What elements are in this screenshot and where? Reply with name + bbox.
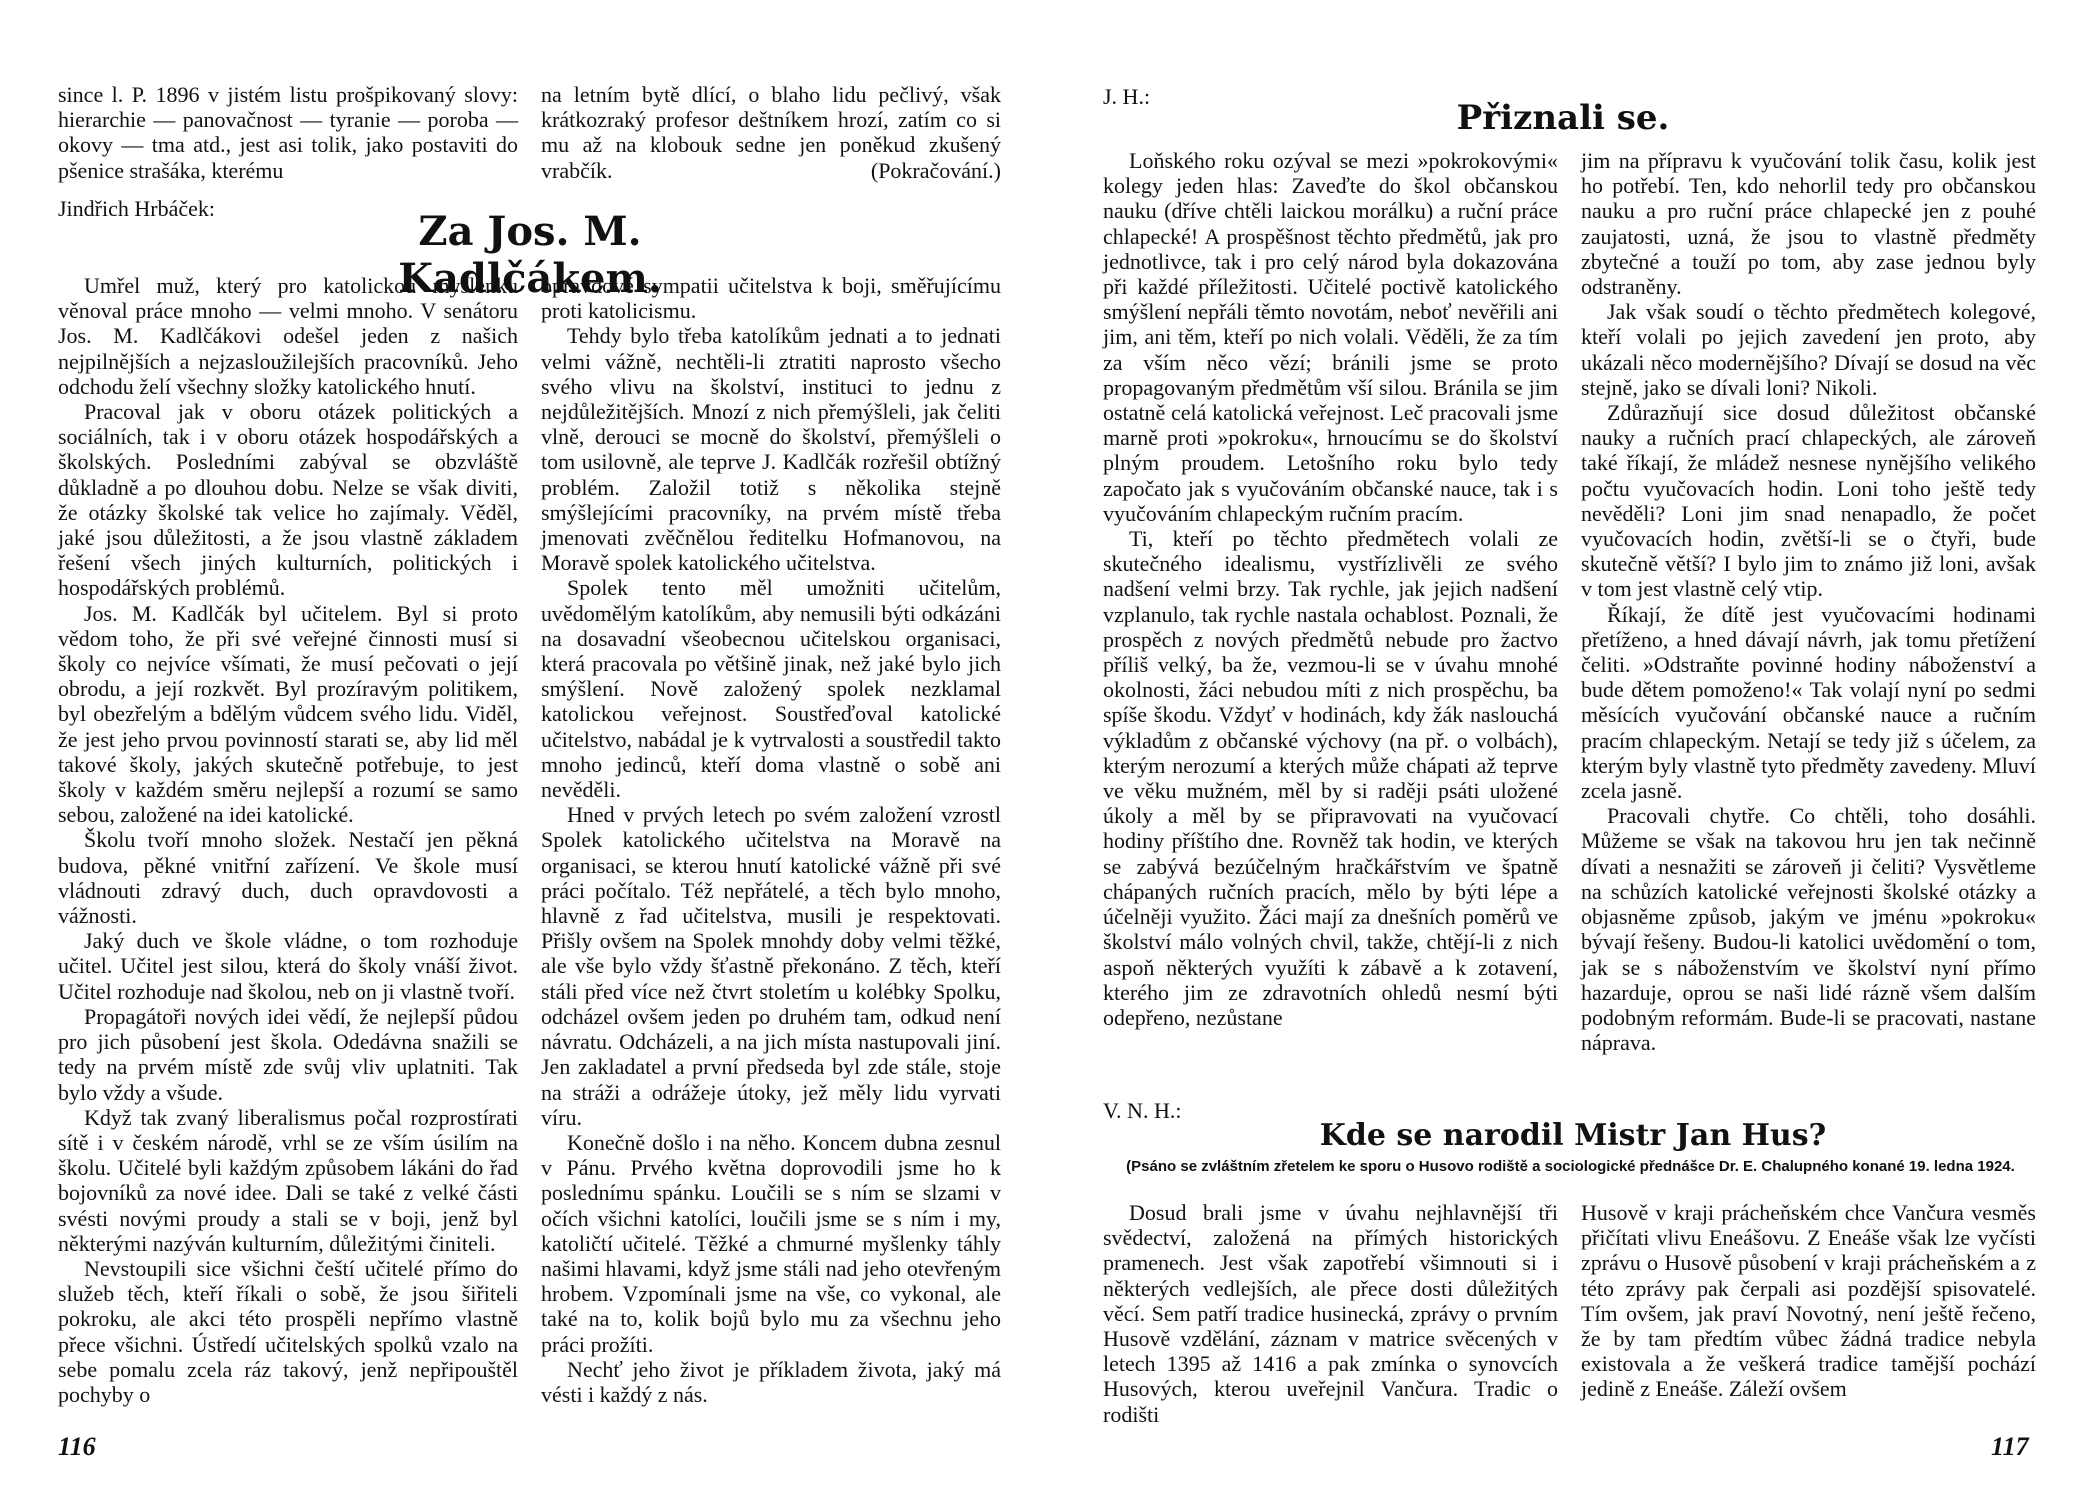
paragraph: na letním bytě dlící, o blaho lidu pečlivý, však krátkozraký profesor deštníkem hrozí, zatím co si mu až na klobouk sedne jen poněkud zkušený vrabčík. <box>541 82 1001 183</box>
paragraph: since l. P. 1896 v jistém listu prošpikovaný slovy: hierarchie — panovačnost — tyranie — poroba — okovy — tma atd., jest asi tolik, jako postaviti do pšenice strašáka, kterému <box>58 82 518 183</box>
paragraph: Zdůrazňují sice dosud důležitost občanské nauky a ručních prací chlapeckých, ale zároveň také říkají, že mládež nesnese nynějšího velikého počtu vyučovacích hodin. Loni toho ještě tedy nevěděli? Loni jim snad nenapadlo, že počet vyučovacích hodin, zvětší-li se o čtyři, bude skutečně větší? I bylo jim to známo již loni, avšak v tom jest vlastně celý vtip. <box>1581 400 2036 602</box>
article-title: Za Jos. M. Kadlčákem. <box>398 208 662 302</box>
article-author: V. N. H.: <box>1103 1098 1182 1123</box>
paragraph: Hned v prvých letech po svém založení vzrostl Spolek katolického učitelstva na Moravě na organisaci, se kterou hnutí katolické vážně při své práci počítalo. Též nepřátelé, a těch bylo mnoho, hlavně z řad učitelstva, musili je respektovati. Přišly ovšem na Spolek mnohdy doby velmi těžké, ale vše bylo vždy šťastně překonáno. Z těch, kteří stáli před více než čtvrt stoletím u kolébky Spolku, odcházel ovšem jeden po druhém tam, odkud není návratu. Odcházeli, a na jich místa nastupovali jiní. Jen zakladatel a první předseda byl zde stále, stoje na stráži a odrážeje útoky, jež měly lidu vyrvati víru. <box>541 802 1001 1130</box>
paragraph: jim na přípravu k vyučování tolik času, kolik jest ho potřebí. Ten, kdo nehorlil tedy pro občanskou nauku a pro ruční práce chlapecké jen z pouhé zaujatosti, uzná, že jsou to vlastně předměty zbytečné a touží po tom, aby zase jednou byly odstraněny. <box>1581 148 2036 300</box>
right-page <box>1043 0 2086 1500</box>
paragraph: Pracovali chytře. Co chtěli, toho dosáhli. Můžeme se však na takovou hru jen tak nečinně dívati a nesnažiti se zároveň ji čeliti? Vysvětleme na schůzích katolické veřejnosti školské otázky a objasněme způsob, jakým ve jménu »pokroku« bývají řešeny. Budou-li katolici uvědomění o tom, jak se s náboženstvím ve školství nyní přímo hazarduje, oprou se naši lidé rázně všem dalším podobným reformám. Bude-li se pracovati, nastane náprava. <box>1581 803 2036 1056</box>
article-subtitle: (Psáno se zvláštním zřetelem ke sporu o Husovo rodiště a sociologické přednášce Dr. E. Chalupného konané 19. ledna 1924. <box>1126 1158 2015 1175</box>
top-column-right <box>541 82 1001 183</box>
top-column-left <box>58 82 518 183</box>
article-author: J. H.: <box>1103 84 1151 109</box>
article-author: Jindřich Hrbáček: <box>58 196 215 221</box>
paragraph: Loňského roku ozýval se mezi »pokrokovými« kolegy jeden hlas: Zaveďte do škol občanskou nauku (dříve chtěli laickou morálku) a ruční práce chlapecké! A prospěšnost těchto předmětů, jak pro jednotlivce, tak i pro celý národ byla dokazována při každé příležitosti. Učitelé poctivě katolického smýšlení nepřáli těmto novotám, neboť nevěřili ani jim, ani těm, kteří po nich volali. Věděli, že za tím za vším něco vězí; bránili jsme se proto propagovaným předmětům vší silou. Bránila se jim ostatně celá katolická veřejnost. Leč pracovali jsme marně proti »pokroku«, hrnoucímu se do školství plným proudem. Letošního roku bylo tedy započato jak s vyučováním občanské nauce, tak i s vyučováním chlapeckým ručním pracím. <box>1103 148 1558 526</box>
paragraph: Propagátoři nových idei vědí, že nejlepší půdou pro jich působení jest škola. Odedávna snažili se tedy na prvém místě zde svůj vliv uplatniti. Tak bylo vždy a všude. <box>58 1003 518 1105</box>
paragraph: Spolek tento měl umožniti učitelům, uvědomělým katolíkům, aby nemusili býti odkázáni na dosavadní všeobecnou učitelskou organisaci, která pracovala po většině jinak, než jaké bylo jich smýšlení. Nově založený spolek nezklamal katolickou veřejnost. Soustřeďoval katolické učitelstvo, nabádal je k vytrvalosti a soustředil takto mnoho jedinců, kteří doma vlastně o sobě ani nevěděli. <box>541 575 1001 803</box>
article-column-2 <box>541 273 1001 1407</box>
article-column-3 <box>1103 1200 1558 1427</box>
article-title: Kde se narodil Mistr Jan Hus? <box>1319 1118 1827 1153</box>
paragraph: Říkají, že dítě jest vyučovacími hodinami přetíženo, a hned dávají návrh, jak tomu přetížení čeliti. »Odstraňte povinné hodiny náboženství a bude dětem pomoženo!« Tak volají nyní po sedmi měsících vyučování občanské nauce a ručním pracím chlapeckým. Netají se tedy již s účelem, za kterým byly vlastně tyto předměty zavedeny. Mluví zcela jasně. <box>1581 601 2036 804</box>
paragraph: Dosud brali jsme v úvahu nejhlavnější tři svědectví, založená na přímých historických pramenech. Jest však zapotřebí všimnouti si i některých vedlejších, ale přece dosti důležitých věcí. Sem patří tradice husinecká, zprávy o prvním Husově vzdělání, záznam v matrice svěcených v letech 1395 až 1416 a pak zmínka o synovcích Husových, kterou uveřejnil Vančura. Tradic o rodišti <box>1103 1200 1558 1427</box>
page-number: 116 <box>58 1432 96 1461</box>
paragraph: Tehdy bylo třeba katolíkům jednati a to jednati velmi vážně, nechtěli-li ztratiti naprosto všecho svého vlivu na školství, instituci to jednu z nejdůležitějších. Mnozí z nich přemýšleli, jak čeliti vlně, derouci se mocně do školství, přemýšleli o tom usilovně, ale teprve J. Kadlčák rozřešil obtížný problém. Založil totiž s několika stejně smýšlejícími pracovníky, na prvém místě třeba jmenovati zvěčnělou ředitelku Hofmanovou, na Moravě spolek katolického učitelstva. <box>541 323 1001 576</box>
paragraph: Jaký duch ve škole vládne, o tom rozhoduje učitel. Učitel jest silou, která do školy vnáší život. Učitel rozhoduje nad školou, neb on ji vlastně tvoří. <box>58 928 518 1004</box>
article-title: Přiznali se. <box>1456 98 1670 138</box>
article-column-1 <box>58 273 518 1407</box>
article-column-2 <box>1581 148 2036 1055</box>
article-column-1 <box>1103 148 1558 1030</box>
paragraph: Školu tvoří mnoho složek. Nestačí jen pěkná budova, pěkné vnitřní zařízení. Ve škole musí vládnouti zdravý duch, duch opravdovosti a vážnosti. <box>58 827 518 929</box>
paragraph: Pracoval jak v oboru otázek politických a sociálních, tak i v oboru otázek hospodářských a školských. Posledními zabýval se obzvláště důkladně a po dlouhou dobu. Nelze se však diviti, že otázky školské tak velice ho zajímaly. Věděl, jaké jsou důležitosti, a že jsou vlastně základem řešení všech jiných kulturních, politických i hospodářských problémů. <box>58 399 518 601</box>
paragraph: Nevstoupili sice všichni čeští učitelé přímo do služeb těch, kteří říkali o sobě, že jsou šiřiteli pokroku, ale akci této prospěli nepřímo vlastně přece všichni. Ústředí učitelských spolků vzalo na sebe pomalu zcela ráz takový, jenž nepřipouštěl pochyby o <box>58 1255 518 1407</box>
paragraph: Husově v kraji prácheňském chce Vančura vesměs přičítati vlivu Eneášovu. Z Eneáše však lze vyčísti zprávu o Husově působení v kraji prácheňském a z této zprávy pak čerpali asi pozdější spisovatelé. Tím ovšem, jak praví Novotný, není ještě řečeno, že by tam předtím vůbec žádná tradice nebyla existovala a že veškerá tradice tamější pochází jedině z Eneáše. Záleží ovšem <box>1581 1200 2036 1402</box>
article-column-4 <box>1581 1200 2036 1402</box>
paragraph: opravdové sympatii učitelstva k boji, směřujícímu proti katolicismu. <box>541 273 1001 324</box>
paragraph: Jos. M. Kadlčák byl učitelem. Byl si proto vědom toho, že při své veřejné činnosti musí si školy co nejvíce všímati, že musí pečovati o její obrodu, a její rozkvět. Byl prozíravým politikem, byl obezřelým a bdělým vůdcem svého lidu. Viděl, že jest jeho prvou povinností starati se, aby lid měl takové školy, jakých skutečně potřebuje, to jest školy v každém směru nejlepší a rozumí se samo sebou, založené na idei katolické. <box>58 600 518 828</box>
paragraph: Nechť jeho život je příkladem života, jaký má vésti i každý z nás. <box>541 1356 1001 1407</box>
paragraph: Ti, kteří po těchto předmětech volali ze skutečného idealismu, vystřízlivěli ze svého nadšení velmi brzy. Tak rychle, jak jejich nadšení vzplanulo, tak rychle nastala ochablost. Poznali, že prospěch z nových předmětů nebude pro žactvo příliš velký, ba že, vezmou-li se v úvahu mnohé okolnosti, žáci nebudou míti z nich prospěchu, ba spíše škodu. Vždyť v hodinách, kdy žák naslouchá výkladům z občanské výchovy (na př. o volbách), kterým nerozumí a kterých může chápati až teprve ve věku mužném, měl by si raději psáti uložené úkoly a měl by se připravovati na vyučovací hodiny příštího dne. Rovněž tak hodin, ve kterých se zabývá bezúčelným hračkářstvím ve špatně chápaných ručních pracích, mělo by býti lépe a účelněji využito. Žáci mají za dnešních poměrů ve školství málo volných chvil, takže, chtějí-li z nich aspoň některých využíti k zábavě a k zotavení, kterého jim ze zdravotních ohledů nesmí býti odepřeno, nezůstane <box>1103 526 1558 1030</box>
paragraph: Konečně došlo i na něho. Koncem dubna zesnul v Pánu. Prvého května doprovodili jsme ho k poslednímu spánku. Loučili se s ním se slzami v očích všichni katolíci, loučili jsme se s ním i my, katoličtí učitelé. Těžké a chmurné myšlenky táhly našimi hlavami, když jsme stáli nad jeho otevřeným hrobem. Vzpomínali jsme na vše, co vykonal, ale také na to, kolik bojů bylo mu za všechnu jeho práci prožíti. <box>541 1129 1001 1357</box>
continued-note: (Pokračování.) <box>870 157 1001 183</box>
paragraph: Umřel muž, který pro katolickou myšlenku věnoval práce mnoho — velmi mnoho. V senátoru Jos. M. Kadlčákovi odešel jeden z našich nejpilnějších a nejzasloužilejších pracovníků. Jeho odchodu želí všechny složky katolického hnutí. <box>58 273 518 399</box>
paragraph: Když tak zvaný liberalismus počal rozprostírati sítě i v českém národě, vrhl se ze vším úsilím na školu. Učitelé byli každým způsobem lákáni do řad bojovníků za nové idee. Dali se také z velké části svésti novými proudy a stali se v boji, jenž byl některými nazýván kulturním, důležitými činiteli. <box>58 1104 518 1256</box>
paragraph: Jak však soudí o těchto předmětech kolegové, kteří volali po jejich zavedení jen proto, aby ukázali něco modernějšího? Dívají se dosud na věc stejně, jako se dívali loni? Nikoli. <box>1581 299 2036 400</box>
page-number: 117 <box>1991 1432 2029 1461</box>
